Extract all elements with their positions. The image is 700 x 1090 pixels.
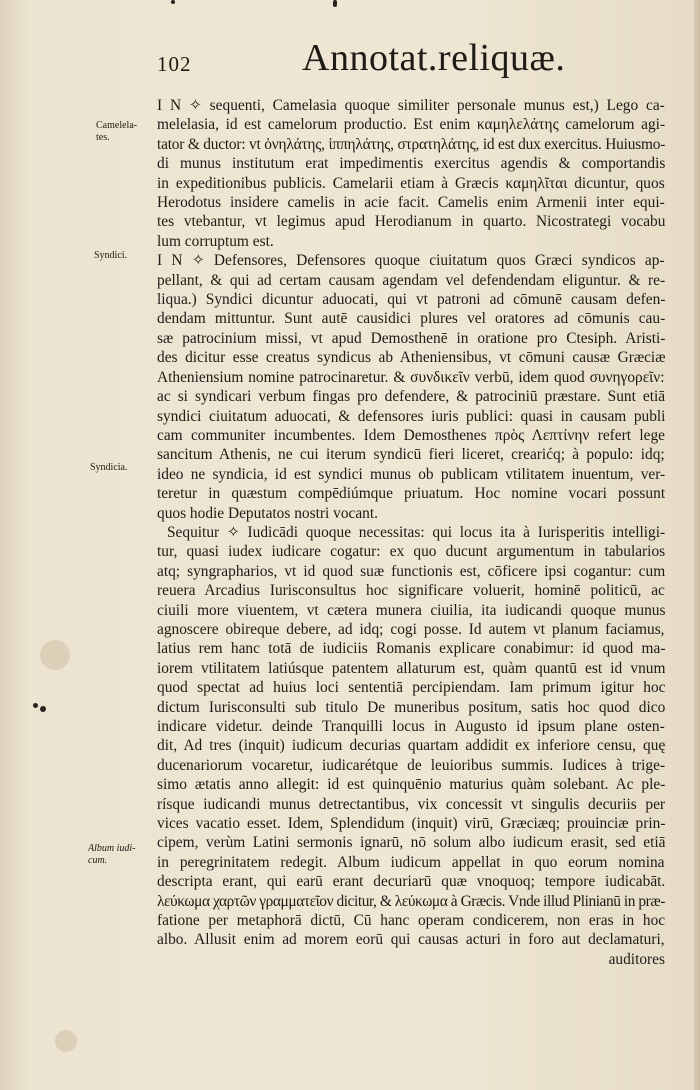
text-line: tur, quasi iudex iudicare cogatur: ex quo ducunt argumentum in tabularios xyxy=(157,543,665,561)
text-line: quos hodie Deputatos nostri vocant. xyxy=(157,504,378,522)
text-line: tes vtebantur, vt legimus apud Herodianum in quarto. Nicostrategi vocabu xyxy=(157,213,665,231)
text-line: agnoscere obireque debere, ad idq; cogi posse. Id autem vt planum faciamus, xyxy=(157,620,665,638)
text-line: ac si syndicari verbum fingas pro defendere, & patrociniū præstare. Sunt etiā xyxy=(157,388,665,406)
paragraph-2 xyxy=(157,251,665,523)
text-line: in expeditionibus publicis. Camelarii etiam à Græcis καμηλῖται dicuntur, quos xyxy=(157,174,665,192)
text-line: reuera Arcadius Iurisconsultus hoc significare voluerit, hominē politicū, ac xyxy=(157,582,665,600)
text-line: liqua.) Syndici dicuntur aduocati, qui vt patroni ad cōmunē causam defen- xyxy=(157,291,665,309)
text-line: cam communiter incumbentes. Idem Demosthenes πρὸς Λεπτίνην refert lege xyxy=(157,426,665,444)
margin-note-syndici: Syndici. xyxy=(94,250,128,261)
ink-blot xyxy=(33,703,38,708)
text-line: rísque iudicandi munus detrectantibus, vix concessit vt singulis decuriis per xyxy=(157,795,665,813)
margin-note-camelelasia: Camelela- tes. xyxy=(96,120,138,143)
text-line: dendam mittuntur. Sunt autē causidici plures vel oratores ad cōmunis cau- xyxy=(157,310,665,328)
text-line: syndici ciuitatum aduocati, & defensores iuris publici: quasi in causam publi xyxy=(157,407,665,425)
text-line: auditores xyxy=(608,950,665,968)
text-line: indicare videtur. deinde Tranquilli locus in Augusto id ipsum plane osten- xyxy=(157,718,665,735)
text-line: ciuili more viuentem, vt cætera munera ciuilia, ita iudicandi quoque munus xyxy=(157,601,665,619)
text-line: tator & ductor: vt ὀνηλάτης, ἱππηλάτης, στρατηλάτης, id est dux exercitus. Huiusmo- xyxy=(157,135,665,153)
text-line: albo. Allusit enim ad morem eorū qui causas acturi in foro aut declamaturi, xyxy=(157,931,665,949)
text-line: Atheniensium nomine patrocinaretur. & συνδικεῖν verbū, idem quod συνηγορεῖν: xyxy=(157,368,665,386)
paper-stain xyxy=(55,1030,77,1052)
paragraph-1 xyxy=(157,96,665,251)
ink-blot xyxy=(40,706,46,712)
text-line: fatione per metaphorā dictū, Cū hanc operam condicerem, non eras in hoc xyxy=(157,912,665,930)
margin-note-syndicia: Syndicia. xyxy=(90,462,128,473)
text-line: I N ✧ sequenti, Camelasia quoque similiter personale munus est,) Lego ca- xyxy=(157,97,665,114)
paragraph-3 xyxy=(157,523,665,969)
ink-blot xyxy=(333,0,337,7)
text-line: simo ætatis anno allegit: id est quinquēnio maturius quàm solebant. Ac ple- xyxy=(157,776,665,794)
text-line: iorem vtilitatem latiúsque patentem allaturum est, quàm quantū est id vnum xyxy=(157,659,665,677)
text-line: latius rem hanc totā de iudiciis Romanis explicare conabimur: id quod ma- xyxy=(157,640,665,658)
text-line: atq; syngraphariοs, vt id quod suæ functionis est, cōficere ipsi cogantur: cum xyxy=(157,562,665,580)
text-line: melelasia, id est camelorum productio. Est enim καμηλελάτης camelorum agi- xyxy=(157,116,665,134)
margin-note-album: Album iudi- cum. xyxy=(88,843,136,866)
text-line: pellant, & qui ad certam causam agendam vel defendendam eliguntur. & re- xyxy=(157,271,665,289)
body-text xyxy=(157,96,665,969)
text-line: sæ patrocinium missi, vt apud Demosthenē in oratione pro Ctesiph. Aristi- xyxy=(157,329,665,347)
text-line: ideo ne syndicia, id est syndici munus ob publicam vtilitatem inuentum, ver- xyxy=(157,465,665,483)
text-line: Herodotus insidere camelis in acie facit. Camelis enim Armenii inter equi- xyxy=(157,194,665,212)
text-line: di munus institutum erat impedimentis exercitus agendis & comportandis xyxy=(157,155,665,173)
page-edge xyxy=(694,0,700,1090)
text-line: λεύκωμα χαρτῶν γραμματεῖον dicitur, & λεύκωμα à Græcis. Vnde illud Plinianū in præ- xyxy=(157,892,665,910)
text-line: Sequitur ✧ Iudicādi quoque necessitas: qui locus ita à Iurisperitis intelligi- xyxy=(167,523,665,541)
text-line: lum corruptum est. xyxy=(157,232,274,250)
text-line: des dicitur esse creatus syndicus ab Atheniensibus, vt cōmuni causæ Græciæ xyxy=(157,349,665,367)
text-line: dit, Ad tres (inquit) iudicum decurias quartam addidit ex inferiore censu, quę xyxy=(157,737,665,755)
text-line: sancitum Athenis, ne cui iterum syndicū fieri liceret, crearićq; à populo: idq; xyxy=(157,446,665,464)
running-title: Annotat.reliquæ. xyxy=(302,37,566,79)
text-line: teretur in quæstum compēdiúmque priuatum. Hoc nomine vocari possunt xyxy=(157,485,665,503)
ink-blot xyxy=(171,0,175,4)
text-line: I N ✧ Defensores, Defensores quoque ciuitatum quos Græci syndicos ap- xyxy=(157,252,665,270)
text-line: descripta erant, qui earū erant decuriarū quæ vnoquoq; tempore iudicabāt. xyxy=(157,873,665,891)
text-line: dictum Iurisconsulti sub titulo De muneribus positum, satis hoc quod dico xyxy=(157,698,665,716)
text-line: in peregrinitatem redegit. Album iudicum appellat in quo eorum nomina xyxy=(157,853,665,871)
text-line: vices vacatio esset. Idem, Splendidum (inquit) virū, Græciæq; prouinciæ prin- xyxy=(157,815,665,833)
page-number: 102 xyxy=(157,52,192,76)
text-line: ducenariorum vocaretur, iudicarétque de leuioribus summis. Iudices à trige- xyxy=(157,756,665,774)
paper-stain xyxy=(40,640,70,670)
text-line: quod spectat ad huius loci sententiā percipiendam. Iam primum igitur hoc xyxy=(157,679,665,697)
text-line: cipem, verùm Latini sermonis ignarū, nō solum albo iudicum erasit, sed etiā xyxy=(157,834,665,852)
